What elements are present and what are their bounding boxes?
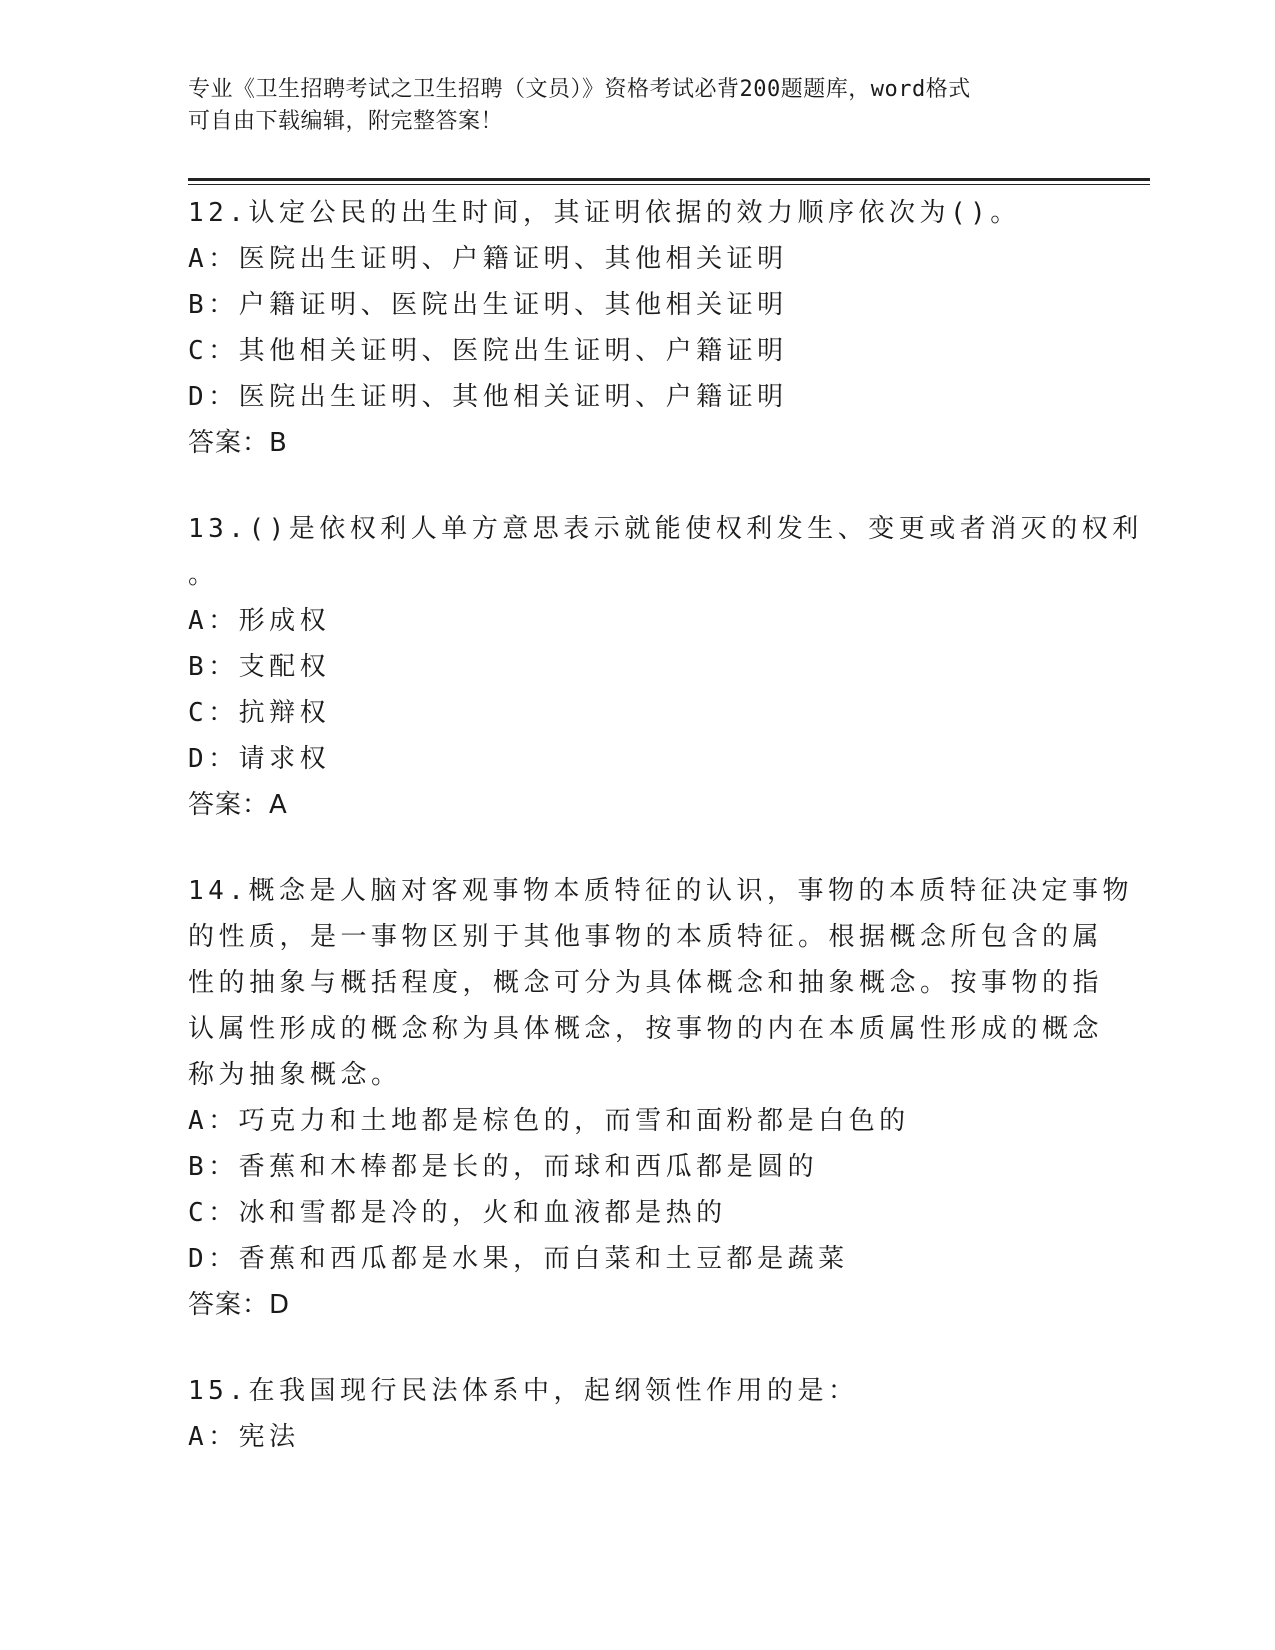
question-stem: 的性质，是一事物区别于其他事物的本质特征。根据概念所包含的属 bbox=[188, 922, 1104, 952]
answer-label: 答案：D bbox=[188, 1290, 291, 1320]
question-15 bbox=[188, 1368, 1088, 1460]
option-d: D：香蕉和西瓜都是水果，而白菜和土豆都是蔬菜 bbox=[188, 1244, 849, 1274]
question-stem: 称为抽象概念。 bbox=[188, 1060, 402, 1090]
answer-label: 答案：B bbox=[188, 428, 288, 458]
option-a: A：巧克力和土地都是棕色的，而雪和面粉都是白色的 bbox=[188, 1106, 910, 1136]
question-stem: 13.()是依权利人单方意思表示就能使权利发生、变更或者消灭的权利 bbox=[188, 514, 1143, 544]
header-rule-thick bbox=[188, 178, 1150, 181]
option-c: C：抗辩权 bbox=[188, 698, 331, 728]
question-list bbox=[188, 190, 1143, 1500]
option-a: A：宪法 bbox=[188, 1422, 300, 1452]
option-a: A：医院出生证明、户籍证明、其他相关证明 bbox=[188, 244, 788, 274]
option-c: C：冰和雪都是冷的，火和血液都是热的 bbox=[188, 1198, 727, 1228]
question-stem: 15.在我国现行民法体系中，起纲领性作用的是： bbox=[188, 1376, 859, 1406]
question-14 bbox=[188, 868, 1133, 1328]
option-b: B：支配权 bbox=[188, 652, 331, 682]
header-line-1: 专业《卫生招聘考试之卫生招聘（文员）》资格考试必背200题题库，word格式 bbox=[188, 77, 971, 102]
option-b: B：香蕉和木棒都是长的，而球和西瓜都是圆的 bbox=[188, 1152, 819, 1182]
option-d: D：请求权 bbox=[188, 744, 331, 774]
question-12 bbox=[188, 190, 1088, 466]
question-stem: 认属性形成的概念称为具体概念，按事物的内在本质属性形成的概念 bbox=[188, 1014, 1104, 1044]
question-stem: 性的抽象与概括程度，概念可分为具体概念和抽象概念。按事物的指 bbox=[188, 968, 1104, 998]
question-13 bbox=[188, 506, 1143, 828]
option-c: C：其他相关证明、医院出生证明、户籍证明 bbox=[188, 336, 788, 366]
option-d: D：医院出生证明、其他相关证明、户籍证明 bbox=[188, 382, 788, 412]
question-stem: 。 bbox=[188, 560, 219, 590]
question-stem: 14.概念是人脑对客观事物本质特征的认识，事物的本质特征决定事物 bbox=[188, 876, 1133, 906]
header-rule-thin bbox=[188, 184, 1150, 185]
option-b: B：户籍证明、医院出生证明、其他相关证明 bbox=[188, 290, 788, 320]
question-stem: 12.认定公民的出生时间，其证明依据的效力顺序依次为()。 bbox=[188, 198, 1021, 228]
option-a: A：形成权 bbox=[188, 606, 331, 636]
header-line-2: 可自由下载编辑，附完整答案！ bbox=[188, 109, 504, 134]
document-header bbox=[188, 74, 1068, 138]
answer-label: 答案：A bbox=[188, 790, 288, 820]
